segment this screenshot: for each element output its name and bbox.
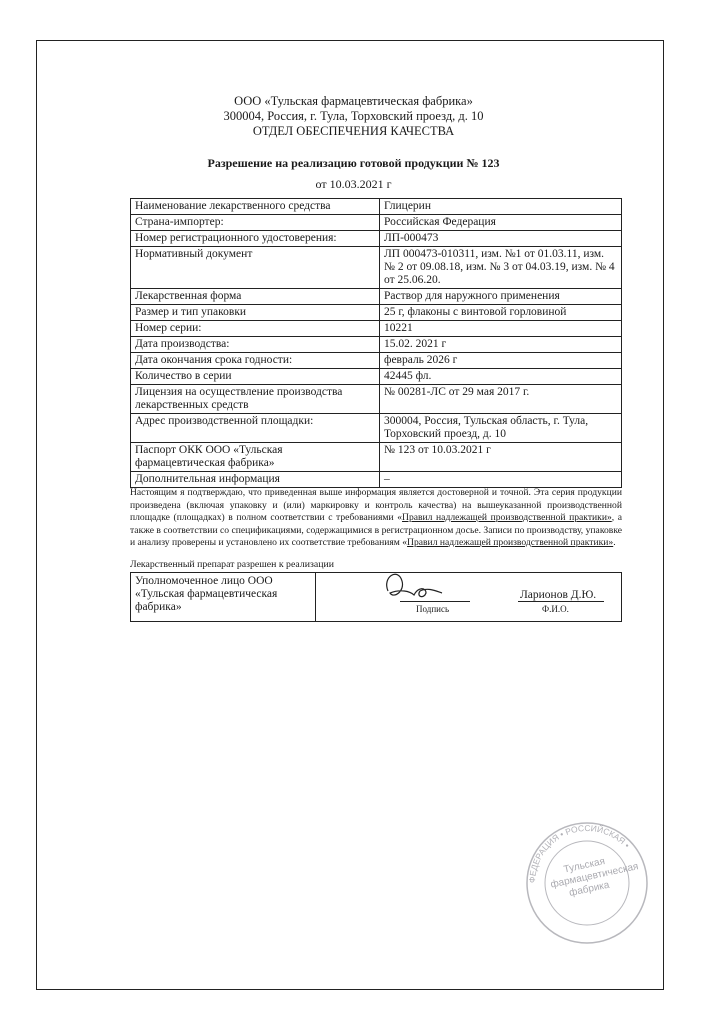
- signature-line: [400, 601, 470, 602]
- row-value: 25 г, флаконы с винтовой горловиной: [380, 305, 622, 321]
- release-statement: Лекарственный препарат разрешен к реализации: [130, 559, 334, 570]
- table-row: [131, 414, 622, 443]
- row-label: Страна-импортер:: [131, 215, 380, 231]
- row-label: Лицензия на осуществление производства лекарственных средств: [131, 385, 380, 414]
- table-row: [131, 573, 622, 622]
- table-row: [131, 369, 622, 385]
- stamp-text: Тульская фармацевтическая фабрика: [549, 856, 640, 899]
- row-value: ЛП 000473-010311, изм. №1 от 01.03.11, изм. № 2 от 09.08.18, изм. № 3 от 04.03.19, изм. № 4 от 25.06.20.: [380, 247, 622, 289]
- row-value: Глицерин: [380, 199, 622, 215]
- gmp-reference: Правил надлежащей производственной практики»: [407, 537, 614, 548]
- row-label: Количество в серии: [131, 369, 380, 385]
- product-info-table: [130, 198, 622, 488]
- table-row: [131, 247, 622, 289]
- row-value: –: [380, 472, 622, 488]
- document-title: Разрешение на реализацию готовой продукции № 123: [207, 156, 500, 170]
- row-value: 15.02. 2021 г: [380, 337, 622, 353]
- name-caption: Ф.И.О.: [542, 604, 569, 614]
- row-label: Номер серии:: [131, 321, 380, 337]
- letterhead: [0, 94, 707, 139]
- row-value: № 123 от 10.03.2021 г: [380, 443, 622, 472]
- row-label: Паспорт ОКК ООО «Тульская фармацевтическая фабрика»: [131, 443, 380, 472]
- row-label: Номер регистрационного удостоверения:: [131, 231, 380, 247]
- table-row: [131, 231, 622, 247]
- row-label: Лекарственная форма: [131, 289, 380, 305]
- table-row: [131, 443, 622, 472]
- table-row: [131, 337, 622, 353]
- signature-caption: Подпись: [416, 604, 450, 614]
- row-value: 10221: [380, 321, 622, 337]
- signature-table: [130, 572, 622, 622]
- table-row: [131, 385, 622, 414]
- row-label: Дата производства:: [131, 337, 380, 353]
- row-label: Дата окончания срока годности:: [131, 353, 380, 369]
- row-label: Наименование лекарственного средства: [131, 199, 380, 215]
- row-label: Нормативный документ: [131, 247, 380, 289]
- row-label: Дополнительная информация: [131, 472, 380, 488]
- signature-cell: [316, 573, 622, 622]
- row-value: № 00281-ЛС от 29 мая 2017 г.: [380, 385, 622, 414]
- confirmation-text: .: [613, 537, 616, 548]
- document-date: от 10.03.2021 г: [315, 177, 392, 191]
- confirmation-text: Настоящим я подтверждаю, что приведенная выше информация является достоверной и точной. Эта серия продукции произведена (включая упаковку и (или) маркировку и контроль качества) на вышеуказанной производственной площадке (площадках) в полном соответствии с требованиями «: [130, 487, 622, 523]
- row-value: ЛП-000473: [380, 231, 622, 247]
- confirmation-text: , а также в соответствии со спецификациями, содержащимися в регистрационном досье. Записи по производству, упаковке и анализу проверены и установлено их соответствие требованиям «: [130, 512, 622, 548]
- table-row: [131, 305, 622, 321]
- table-row: [131, 215, 622, 231]
- handwritten-signature: [380, 569, 470, 605]
- table-row: [131, 353, 622, 369]
- name-line: [518, 601, 604, 602]
- stamp-ring-text: ФЕДЕРАЦИЯ • РОССИЙСКАЯ •: [526, 822, 632, 884]
- row-value: 300004, Россия, Тульская область, г. Тула, Торховский проезд, д. 10: [380, 414, 622, 443]
- table-row: [131, 199, 622, 215]
- row-label: Адрес производственной площадки:: [131, 414, 380, 443]
- signer-name: Ларионов Д.Ю.: [520, 589, 597, 601]
- company-address: 300004, Россия, г. Тула, Торховский проезд, д. 10: [223, 109, 484, 123]
- row-value: Раствор для наружного применения: [380, 289, 622, 305]
- table-row: [131, 321, 622, 337]
- row-value: 42445 фл.: [380, 369, 622, 385]
- company-stamp: [522, 818, 652, 948]
- row-value: Российская Федерация: [380, 215, 622, 231]
- row-value: февраль 2026 г: [380, 353, 622, 369]
- authorized-person-label: Уполномоченное лицо ООО «Тульская фармацевтическая фабрика»: [131, 573, 316, 622]
- gmp-reference: Правил надлежащей производственной практики»: [402, 512, 612, 523]
- company-name: ООО «Тульская фармацевтическая фабрика»: [234, 94, 473, 108]
- confirmation-statement: [130, 487, 622, 550]
- table-row: [131, 289, 622, 305]
- row-label: Размер и тип упаковки: [131, 305, 380, 321]
- table-row: [131, 472, 622, 488]
- department-name: ОТДЕЛ ОБЕСПЕЧЕНИЯ КАЧЕСТВА: [252, 124, 455, 138]
